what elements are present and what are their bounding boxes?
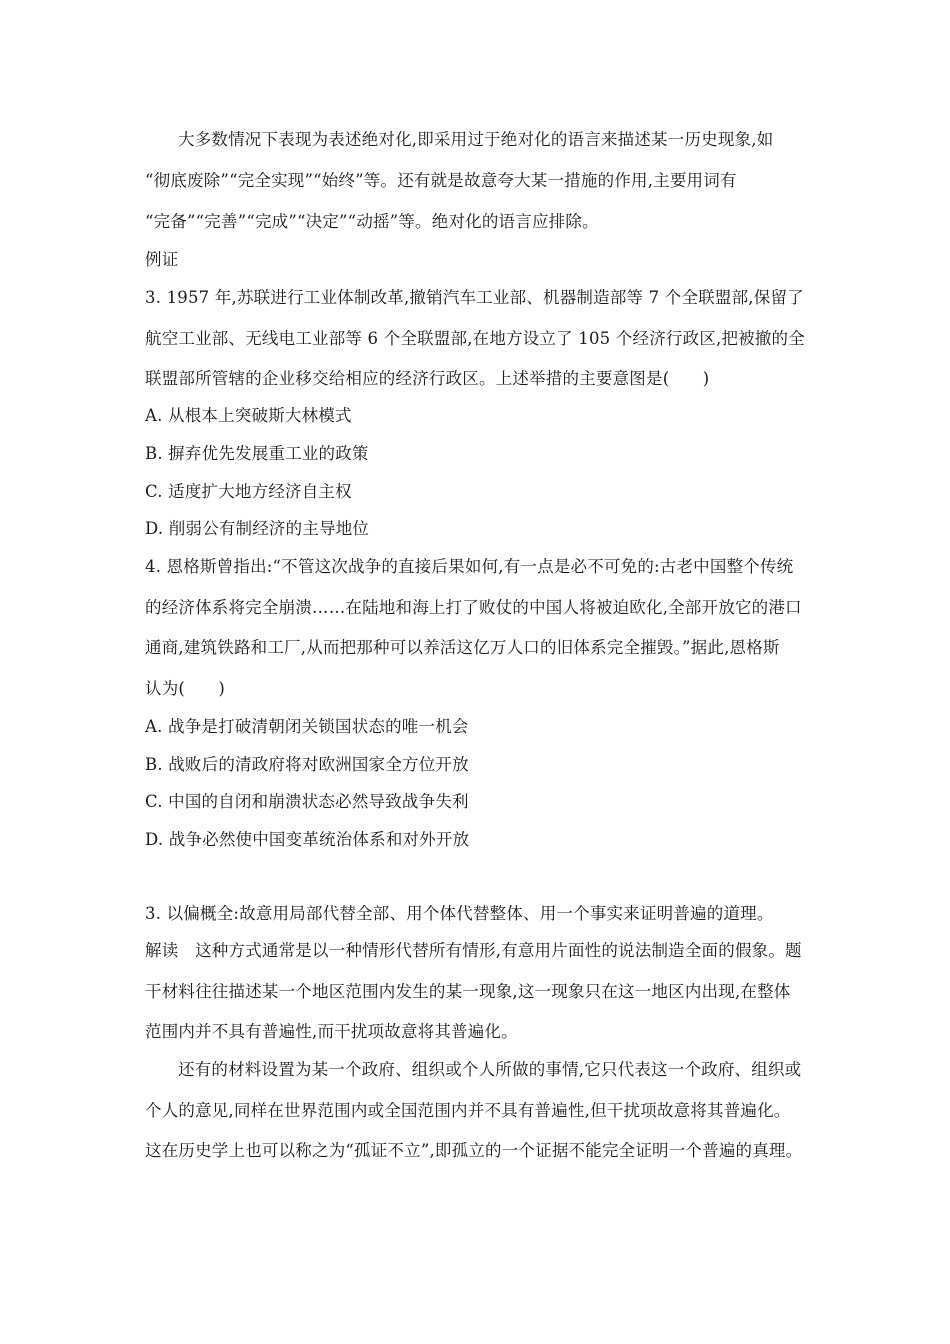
partial-para1-line-2: 干材料往往描述某一个地区范围内发生的某一现象,这一现象只在这一地区内出现,在整体 (145, 982, 791, 1001)
q3-option-c: C. 适度扩大地方经济自主权 (145, 482, 352, 501)
q4-option-c: C. 中国的自闭和崩溃状态必然导致战争失利 (145, 792, 469, 811)
partial-para1-line-3: 范围内并不具有普遍性,而干扰项故意将其普遍化。 (145, 1022, 518, 1041)
q4-stem-line-2: 的经济体系将完全崩溃……在陆地和海上打了败仗的中国人将被迫欧化,全部开放它的港口 (145, 598, 802, 617)
example-label: 例证 (145, 250, 179, 269)
q3-option-d: D. 削弱公有制经济的主导地位 (145, 519, 370, 538)
q3-option-b: B. 摒弃优先发展重工业的政策 (145, 444, 369, 463)
q4-option-a: A. 战争是打破清朝闭关锁国状态的唯一机会 (145, 717, 469, 736)
partial-para1-line-1: 解读 这种方式通常是以一种情形代替所有情形,有意用片面性的说法制造全面的假象。题 (145, 941, 802, 960)
q3-stem-line-3: 联盟部所管辖的企业移交给相应的经济行政区。上述举措的主要意图是( ) (145, 369, 710, 388)
q4-stem-line-4: 认为( ) (145, 679, 226, 698)
q3-stem-line-1: 3. 1957 年,苏联进行工业体制改革,撤销汽车工业部、机器制造部等 7 个全联盟部,保留了 (145, 288, 804, 307)
partial-para2-line-3: 这在历史学上也可以称之为“孤证不立”,即孤立的一个证据不能完全证明一个普遍的真理。 (145, 1141, 803, 1160)
abs-text-line-1: 大多数情况下表现为表述绝对化,即采用过于绝对化的语言来描述某一历史现象,如 (178, 130, 774, 149)
q4-option-d: D. 战争必然使中国变革统治体系和对外开放 (145, 830, 470, 849)
q4-option-b: B. 战败后的清政府将对欧洲国家全方位开放 (145, 755, 469, 774)
abs-text-line-3: “完备”“完善”“完成”“决定”“动摇”等。绝对化的语言应排除。 (145, 212, 599, 231)
partial-heading: 3. 以偏概全:故意用局部代替全部、用个体代替整体、用一个事实来证明普遍的道理。 (145, 904, 774, 923)
partial-para2-line-1: 还有的材料设置为某一个政府、组织或个人所做的事情,它只代表这一个政府、组织或 (178, 1060, 802, 1079)
q4-stem-line-1: 4. 恩格斯曾指出:“不管这次战争的直接后果如何,有一点是必不可免的:古老中国整个传统 (145, 557, 794, 576)
partial-para2-line-2: 个人的意见,同样在世界范围内或全国范围内并不具有普遍性,但干扰项故意将其普遍化。 (145, 1101, 791, 1120)
q4-stem-line-3: 通商,建筑铁路和工厂,从而把那种可以养活这亿万人口的旧体系完全摧毁。”据此,恩格斯 (145, 638, 780, 657)
q3-option-a: A. 从根本上突破斯大林模式 (145, 406, 352, 425)
q3-stem-line-2: 航空工业部、无线电工业部等 6 个全联盟部,在地方设立了 105 个经济行政区,把被撤的全 (145, 329, 805, 348)
abs-text-line-2: “彻底废除”“完全实现”“始终”等。还有就是故意夸大某一措施的作用,主要用词有 (145, 171, 737, 190)
